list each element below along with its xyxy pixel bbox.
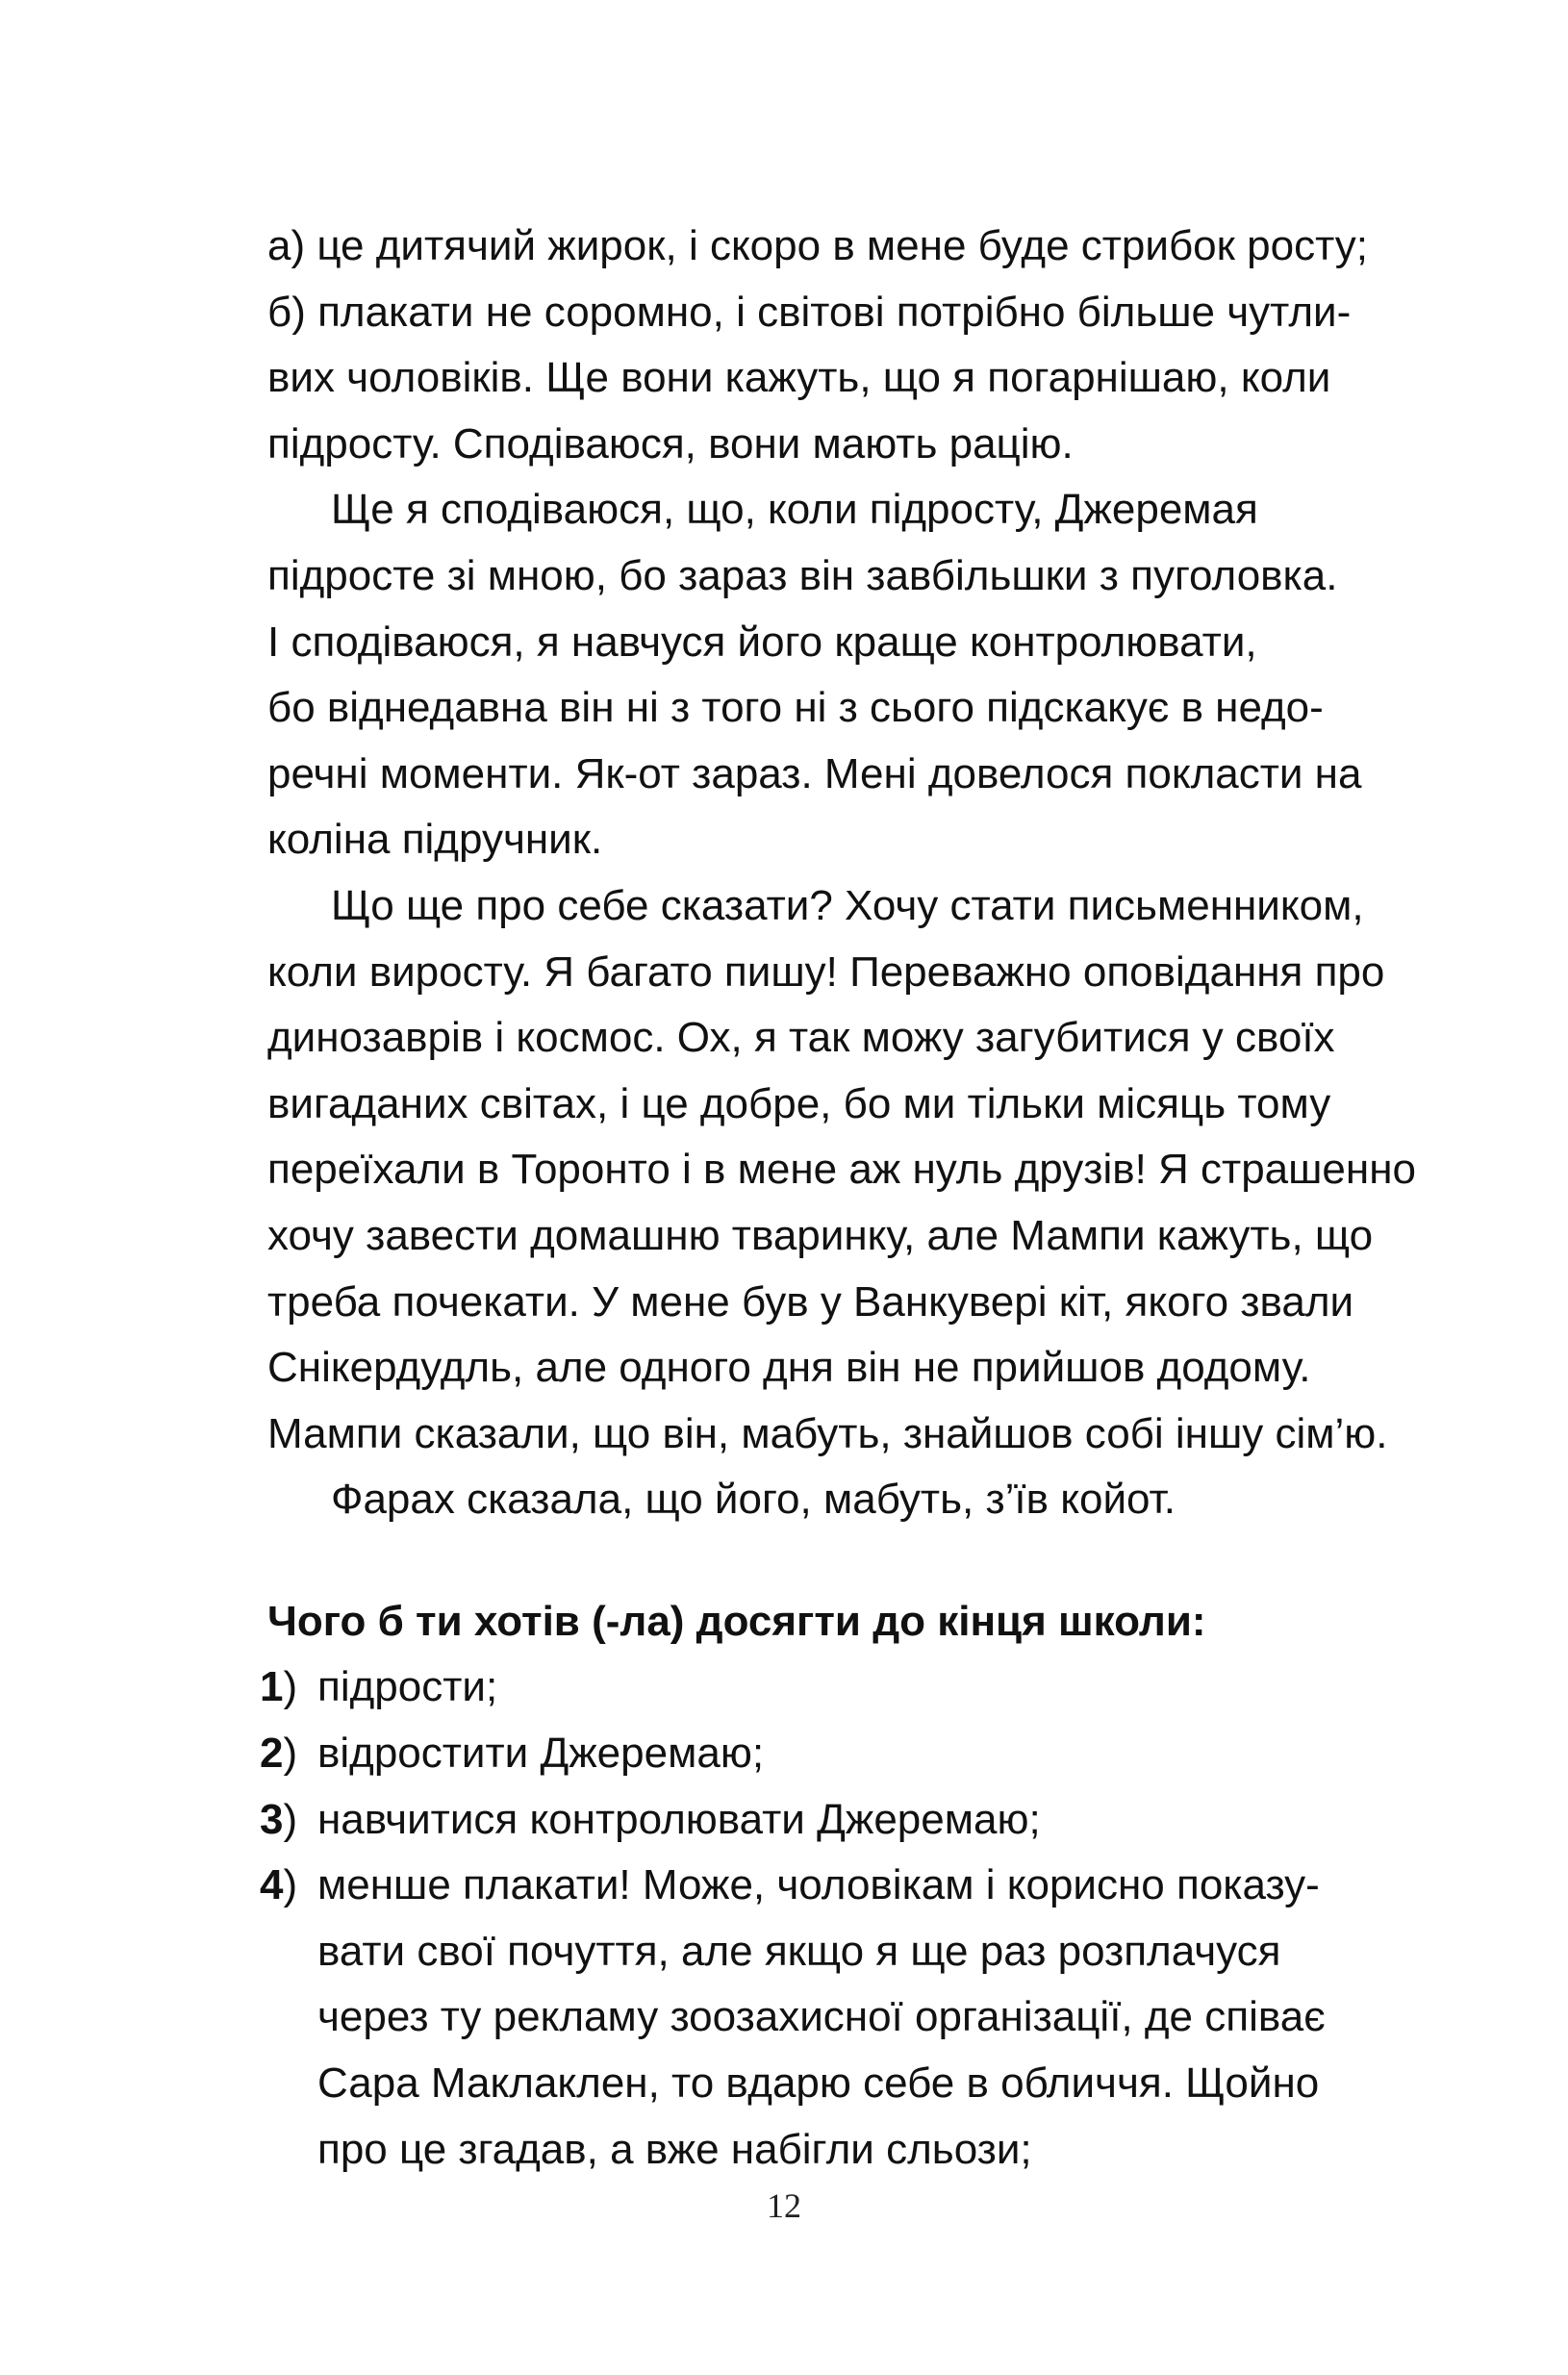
page-text	[260, 214, 1416, 2183]
list-item-number: 2)	[260, 1730, 298, 1778]
text-line: Фарах сказала, що його, мабуть, з’їв койот.	[331, 1476, 1176, 1524]
paragraph-3	[267, 873, 1416, 1467]
text-line: вих чоловіків. Ще вони кажуть, що я погарнішаю, коли	[267, 354, 1331, 402]
list-item-number: 4)	[260, 1861, 298, 1909]
list-item-text: про це згадав, а вже набігли сльози;	[317, 2125, 1032, 2173]
text-line: Снікердудль, але одного дня він не прийшов додому.	[267, 1344, 1311, 1392]
list-item-number: 1)	[260, 1663, 298, 1711]
text-line: переїхали в Торонто і в мене аж нуль друзів! Я страшенно	[267, 1146, 1416, 1194]
paragraph-4	[267, 1467, 1403, 1533]
text-line: коли виросту. Я багато пишу! Переважно оповідання про	[267, 947, 1385, 996]
list-item	[260, 1787, 1403, 1854]
page-number: 12	[767, 2186, 801, 2225]
text-line: Мампи сказали, що він, мабуть, знайшов собі іншу сім’ю.	[267, 1409, 1388, 1457]
list-item-text: підрости;	[317, 1663, 498, 1711]
text-line: підросте зі мною, бо зараз він завбільшки з пуголовка.	[267, 551, 1338, 599]
list-item-text: навчитися контролювати Джеремаю;	[317, 1795, 1041, 1843]
text-line: хочу завести домашню тваринку, але Мампи кажуть, що	[267, 1211, 1374, 1259]
list-item-text: вати свої почуття, але якщо я ще раз розплачуся	[317, 1927, 1281, 1975]
text-line: Що ще про себе сказати? Хочу стати письменником,	[331, 881, 1364, 929]
list-item	[260, 1721, 1403, 1787]
text-line: треба почекати. У мене був у Ванкувері кіт, якого звали	[267, 1277, 1354, 1326]
text-line: коліна підручник.	[267, 816, 603, 864]
paragraph-1	[267, 214, 1403, 477]
section-heading: Чого б ти хотів (-ла) досягти до кінця школи:	[267, 1597, 1206, 1645]
list-item-text: Сара Маклаклен, то вдарю себе в обличчя. Щойно	[317, 2059, 1320, 2108]
text-line: динозаврів і космос. Ох, я так можу загубитися у своїх	[267, 1014, 1335, 1062]
paragraph-2	[267, 477, 1403, 873]
text-line: підросту. Сподіваюся, вони мають рацію.	[267, 419, 1074, 467]
list-item-number: 3)	[260, 1795, 298, 1843]
list-item	[260, 1655, 1403, 1721]
list-item-text: через ту рекламу зоозахисної організації, де співає	[317, 1993, 1326, 2041]
list-item-text: відростити Джеремаю;	[317, 1730, 765, 1778]
text-line: Ще я сподіваюся, що, коли підросту, Джеремая	[331, 486, 1258, 534]
list-item	[260, 1853, 1403, 2183]
text-line: б) плакати не соромно, і світові потрібно більше чутли-	[267, 288, 1352, 336]
list-item-text: менше плакати! Може, чоловікам і корисно показу-	[317, 1861, 1320, 1909]
text-line: а) це дитячий жирок, і скоро в мене буде стрибок росту;	[267, 222, 1368, 269]
text-line: речні моменти. Як-от зараз. Мені довелося покласти на	[267, 749, 1362, 797]
text-line: вигаданих світах, і це добре, бо ми тільки місяць тому	[267, 1079, 1331, 1127]
goals-list	[260, 1655, 1403, 2183]
text-line: І сподіваюся, я навчуся його краще контролювати,	[267, 618, 1257, 666]
text-line: бо віднедавна він ні з того ні з сього підскакує в недо-	[267, 684, 1324, 732]
section-gap	[267, 1533, 1403, 1589]
